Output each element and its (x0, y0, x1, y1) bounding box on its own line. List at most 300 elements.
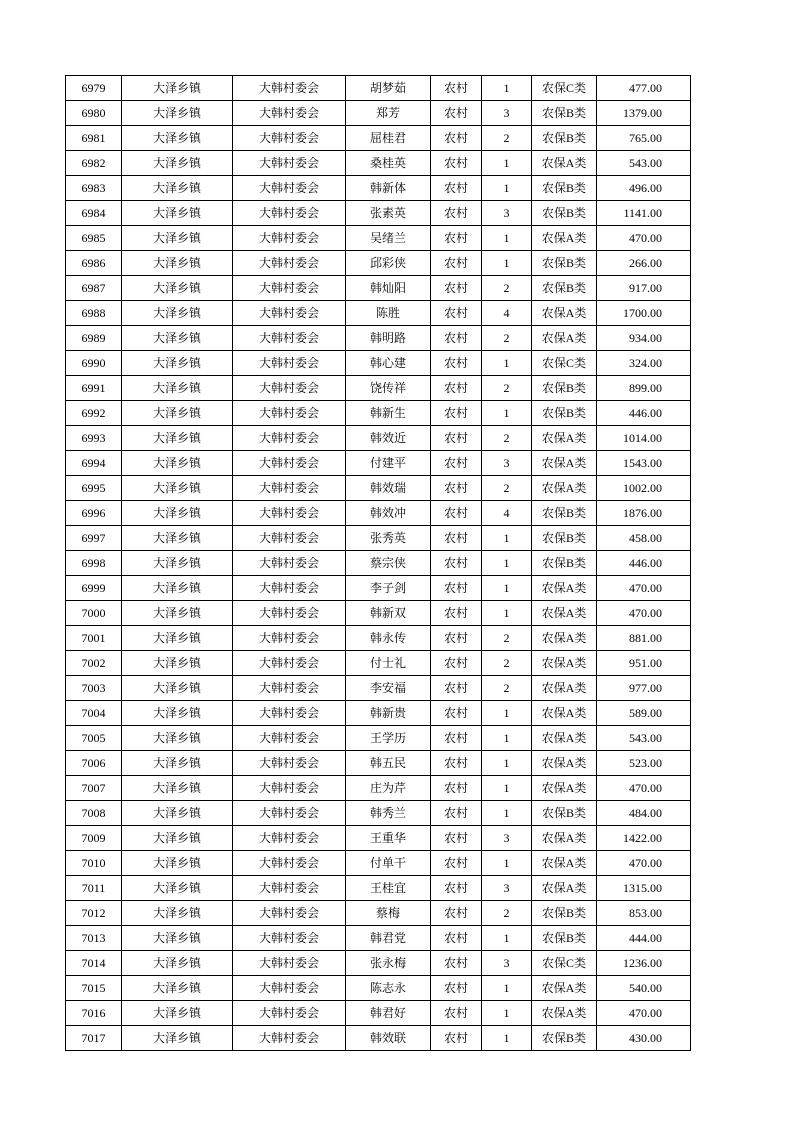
cell-town: 大泽乡镇 (122, 976, 233, 1001)
cell-category: 农保B类 (532, 926, 597, 951)
cell-village: 大韩村委会 (233, 226, 346, 251)
cell-village: 大韩村委会 (233, 801, 346, 826)
cell-name: 韩永传 (346, 626, 431, 651)
cell-type: 农村 (431, 676, 482, 701)
cell-category: 农保A类 (532, 676, 597, 701)
table-row (66, 826, 691, 851)
table-row (66, 576, 691, 601)
cell-name: 韩效近 (346, 426, 431, 451)
cell-type: 农村 (431, 876, 482, 901)
cell-town: 大泽乡镇 (122, 351, 233, 376)
cell-count: 2 (482, 676, 532, 701)
table-row (66, 126, 691, 151)
cell-type: 农村 (431, 1001, 482, 1026)
table-row (66, 776, 691, 801)
cell-name: 韩效联 (346, 1026, 431, 1051)
cell-name: 韩五民 (346, 751, 431, 776)
cell-category: 农保A类 (532, 826, 597, 851)
cell-type: 农村 (431, 401, 482, 426)
cell-village: 大韩村委会 (233, 201, 346, 226)
cell-id: 7004 (66, 701, 122, 726)
cell-count: 3 (482, 951, 532, 976)
cell-name: 蔡宗侠 (346, 551, 431, 576)
table-row (66, 726, 691, 751)
cell-name: 付单干 (346, 851, 431, 876)
cell-id: 7013 (66, 926, 122, 951)
table-row (66, 751, 691, 776)
cell-amount: 523.00 (597, 751, 691, 776)
cell-name: 蔡梅 (346, 901, 431, 926)
table-row (66, 251, 691, 276)
cell-village: 大韩村委会 (233, 951, 346, 976)
cell-id: 6981 (66, 126, 122, 151)
cell-village: 大韩村委会 (233, 776, 346, 801)
table-row (66, 501, 691, 526)
cell-id: 6987 (66, 276, 122, 301)
cell-village: 大韩村委会 (233, 476, 346, 501)
cell-category: 农保B类 (532, 801, 597, 826)
cell-category: 农保A类 (532, 226, 597, 251)
cell-town: 大泽乡镇 (122, 226, 233, 251)
table-row (66, 176, 691, 201)
cell-count: 1 (482, 1001, 532, 1026)
table-row (66, 376, 691, 401)
cell-town: 大泽乡镇 (122, 651, 233, 676)
cell-town: 大泽乡镇 (122, 176, 233, 201)
cell-town: 大泽乡镇 (122, 1001, 233, 1026)
cell-category: 农保B类 (532, 526, 597, 551)
cell-id: 6989 (66, 326, 122, 351)
cell-category: 农保B类 (532, 201, 597, 226)
cell-amount: 430.00 (597, 1026, 691, 1051)
cell-name: 韩新生 (346, 401, 431, 426)
cell-type: 农村 (431, 201, 482, 226)
cell-category: 农保A类 (532, 451, 597, 476)
cell-type: 农村 (431, 276, 482, 301)
cell-type: 农村 (431, 601, 482, 626)
cell-type: 农村 (431, 626, 482, 651)
cell-town: 大泽乡镇 (122, 876, 233, 901)
cell-type: 农村 (431, 976, 482, 1001)
cell-town: 大泽乡镇 (122, 726, 233, 751)
cell-count: 4 (482, 501, 532, 526)
cell-id: 6997 (66, 526, 122, 551)
cell-count: 1 (482, 251, 532, 276)
cell-count: 1 (482, 776, 532, 801)
cell-name: 饶传祥 (346, 376, 431, 401)
cell-amount: 266.00 (597, 251, 691, 276)
cell-village: 大韩村委会 (233, 151, 346, 176)
cell-count: 2 (482, 376, 532, 401)
cell-id: 6996 (66, 501, 122, 526)
cell-village: 大韩村委会 (233, 926, 346, 951)
cell-id: 7001 (66, 626, 122, 651)
cell-amount: 470.00 (597, 576, 691, 601)
cell-town: 大泽乡镇 (122, 926, 233, 951)
cell-town: 大泽乡镇 (122, 801, 233, 826)
cell-name: 韩新体 (346, 176, 431, 201)
cell-town: 大泽乡镇 (122, 851, 233, 876)
cell-category: 农保B类 (532, 126, 597, 151)
cell-village: 大韩村委会 (233, 751, 346, 776)
table-row (66, 476, 691, 501)
cell-town: 大泽乡镇 (122, 401, 233, 426)
table-row (66, 901, 691, 926)
table-row (66, 601, 691, 626)
cell-id: 6990 (66, 351, 122, 376)
cell-name: 陈胜 (346, 301, 431, 326)
cell-type: 农村 (431, 726, 482, 751)
cell-amount: 470.00 (597, 226, 691, 251)
cell-village: 大韩村委会 (233, 1026, 346, 1051)
cell-count: 1 (482, 726, 532, 751)
cell-category: 农保A类 (532, 851, 597, 876)
cell-id: 7005 (66, 726, 122, 751)
cell-village: 大韩村委会 (233, 551, 346, 576)
cell-type: 农村 (431, 376, 482, 401)
cell-count: 1 (482, 851, 532, 876)
cell-id: 7015 (66, 976, 122, 1001)
cell-amount: 446.00 (597, 401, 691, 426)
cell-village: 大韩村委会 (233, 401, 346, 426)
table-row (66, 1001, 691, 1026)
cell-category: 农保A类 (532, 651, 597, 676)
cell-id: 7014 (66, 951, 122, 976)
cell-amount: 446.00 (597, 551, 691, 576)
cell-id: 7011 (66, 876, 122, 901)
cell-type: 农村 (431, 501, 482, 526)
cell-type: 农村 (431, 151, 482, 176)
cell-village: 大韩村委会 (233, 976, 346, 1001)
cell-category: 农保B类 (532, 176, 597, 201)
cell-type: 农村 (431, 526, 482, 551)
cell-amount: 470.00 (597, 851, 691, 876)
cell-id: 6998 (66, 551, 122, 576)
cell-village: 大韩村委会 (233, 351, 346, 376)
table-row (66, 76, 691, 101)
cell-town: 大泽乡镇 (122, 501, 233, 526)
cell-village: 大韩村委会 (233, 76, 346, 101)
cell-category: 农保A类 (532, 626, 597, 651)
cell-name: 韩明路 (346, 326, 431, 351)
table-row (66, 651, 691, 676)
cell-amount: 458.00 (597, 526, 691, 551)
cell-village: 大韩村委会 (233, 626, 346, 651)
cell-count: 3 (482, 451, 532, 476)
cell-category: 农保B类 (532, 501, 597, 526)
cell-id: 6982 (66, 151, 122, 176)
cell-amount: 765.00 (597, 126, 691, 151)
cell-village: 大韩村委会 (233, 526, 346, 551)
cell-category: 农保C类 (532, 951, 597, 976)
cell-name: 桑桂英 (346, 151, 431, 176)
table-row (66, 851, 691, 876)
cell-name: 王桂宜 (346, 876, 431, 901)
cell-town: 大泽乡镇 (122, 776, 233, 801)
cell-type: 农村 (431, 426, 482, 451)
cell-village: 大韩村委会 (233, 376, 346, 401)
cell-id: 7008 (66, 801, 122, 826)
table-body (66, 76, 691, 1051)
cell-category: 农保A类 (532, 576, 597, 601)
cell-name: 韩效冲 (346, 501, 431, 526)
cell-town: 大泽乡镇 (122, 251, 233, 276)
cell-name: 吴绪兰 (346, 226, 431, 251)
cell-amount: 1236.00 (597, 951, 691, 976)
cell-count: 1 (482, 226, 532, 251)
cell-count: 3 (482, 201, 532, 226)
cell-name: 李子剑 (346, 576, 431, 601)
cell-name: 胡梦茹 (346, 76, 431, 101)
cell-name: 王学历 (346, 726, 431, 751)
cell-count: 2 (482, 476, 532, 501)
cell-count: 2 (482, 626, 532, 651)
cell-town: 大泽乡镇 (122, 551, 233, 576)
cell-id: 6985 (66, 226, 122, 251)
cell-amount: 543.00 (597, 151, 691, 176)
cell-amount: 1141.00 (597, 201, 691, 226)
cell-id: 6986 (66, 251, 122, 276)
table-row (66, 526, 691, 551)
cell-name: 韩灿阳 (346, 276, 431, 301)
cell-name: 张秀英 (346, 526, 431, 551)
cell-id: 7007 (66, 776, 122, 801)
cell-count: 1 (482, 751, 532, 776)
cell-category: 农保B类 (532, 401, 597, 426)
cell-town: 大泽乡镇 (122, 301, 233, 326)
cell-amount: 1002.00 (597, 476, 691, 501)
cell-amount: 470.00 (597, 601, 691, 626)
cell-village: 大韩村委会 (233, 426, 346, 451)
cell-village: 大韩村委会 (233, 326, 346, 351)
table-row (66, 451, 691, 476)
beneficiary-table (65, 75, 691, 1051)
cell-type: 农村 (431, 801, 482, 826)
cell-type: 农村 (431, 651, 482, 676)
cell-name: 韩秀兰 (346, 801, 431, 826)
cell-id: 7017 (66, 1026, 122, 1051)
cell-type: 农村 (431, 251, 482, 276)
cell-id: 6980 (66, 101, 122, 126)
cell-type: 农村 (431, 551, 482, 576)
cell-category: 农保A类 (532, 601, 597, 626)
cell-category: 农保B类 (532, 901, 597, 926)
cell-type: 农村 (431, 176, 482, 201)
cell-type: 农村 (431, 351, 482, 376)
cell-count: 1 (482, 576, 532, 601)
cell-town: 大泽乡镇 (122, 901, 233, 926)
cell-amount: 470.00 (597, 776, 691, 801)
table-row (66, 426, 691, 451)
cell-name: 韩新双 (346, 601, 431, 626)
cell-name: 陈志永 (346, 976, 431, 1001)
table-row (66, 401, 691, 426)
cell-name: 韩心建 (346, 351, 431, 376)
cell-count: 2 (482, 651, 532, 676)
cell-amount: 917.00 (597, 276, 691, 301)
cell-category: 农保A类 (532, 301, 597, 326)
cell-type: 农村 (431, 751, 482, 776)
cell-amount: 470.00 (597, 1001, 691, 1026)
cell-village: 大韩村委会 (233, 601, 346, 626)
cell-type: 农村 (431, 451, 482, 476)
cell-name: 张素英 (346, 201, 431, 226)
table-row (66, 926, 691, 951)
cell-type: 农村 (431, 226, 482, 251)
cell-count: 3 (482, 826, 532, 851)
cell-amount: 543.00 (597, 726, 691, 751)
cell-village: 大韩村委会 (233, 651, 346, 676)
cell-id: 7000 (66, 601, 122, 626)
table-row (66, 801, 691, 826)
cell-category: 农保B类 (532, 251, 597, 276)
cell-name: 付士礼 (346, 651, 431, 676)
table-row (66, 1026, 691, 1051)
cell-count: 2 (482, 326, 532, 351)
cell-town: 大泽乡镇 (122, 151, 233, 176)
cell-village: 大韩村委会 (233, 176, 346, 201)
cell-id: 7010 (66, 851, 122, 876)
cell-town: 大泽乡镇 (122, 526, 233, 551)
cell-category: 农保B类 (532, 551, 597, 576)
cell-amount: 853.00 (597, 901, 691, 926)
cell-type: 农村 (431, 76, 482, 101)
cell-amount: 899.00 (597, 376, 691, 401)
cell-village: 大韩村委会 (233, 1001, 346, 1026)
table-row (66, 701, 691, 726)
table-row (66, 276, 691, 301)
cell-type: 农村 (431, 776, 482, 801)
cell-id: 7009 (66, 826, 122, 851)
cell-type: 农村 (431, 826, 482, 851)
table-row (66, 326, 691, 351)
cell-type: 农村 (431, 326, 482, 351)
cell-village: 大韩村委会 (233, 451, 346, 476)
cell-amount: 1543.00 (597, 451, 691, 476)
cell-category: 农保A类 (532, 476, 597, 501)
cell-town: 大泽乡镇 (122, 826, 233, 851)
cell-id: 6988 (66, 301, 122, 326)
cell-town: 大泽乡镇 (122, 626, 233, 651)
cell-village: 大韩村委会 (233, 826, 346, 851)
cell-town: 大泽乡镇 (122, 751, 233, 776)
cell-town: 大泽乡镇 (122, 476, 233, 501)
cell-name: 郑芳 (346, 101, 431, 126)
cell-count: 2 (482, 901, 532, 926)
cell-id: 7003 (66, 676, 122, 701)
cell-count: 1 (482, 76, 532, 101)
cell-id: 6979 (66, 76, 122, 101)
cell-town: 大泽乡镇 (122, 426, 233, 451)
cell-type: 农村 (431, 851, 482, 876)
cell-category: 农保A类 (532, 876, 597, 901)
cell-village: 大韩村委会 (233, 251, 346, 276)
cell-type: 农村 (431, 901, 482, 926)
table-row (66, 551, 691, 576)
cell-count: 1 (482, 551, 532, 576)
cell-amount: 1876.00 (597, 501, 691, 526)
cell-amount: 1700.00 (597, 301, 691, 326)
table-row (66, 201, 691, 226)
cell-name: 韩君好 (346, 1001, 431, 1026)
cell-category: 农保B类 (532, 376, 597, 401)
cell-name: 韩君党 (346, 926, 431, 951)
cell-count: 4 (482, 301, 532, 326)
cell-category: 农保A类 (532, 776, 597, 801)
cell-count: 2 (482, 126, 532, 151)
cell-town: 大泽乡镇 (122, 951, 233, 976)
cell-id: 6991 (66, 376, 122, 401)
cell-town: 大泽乡镇 (122, 576, 233, 601)
cell-category: 农保A类 (532, 326, 597, 351)
cell-id: 6995 (66, 476, 122, 501)
cell-type: 农村 (431, 476, 482, 501)
cell-type: 农村 (431, 926, 482, 951)
cell-type: 农村 (431, 126, 482, 151)
table-row (66, 676, 691, 701)
cell-type: 农村 (431, 301, 482, 326)
cell-name: 韩新贵 (346, 701, 431, 726)
cell-village: 大韩村委会 (233, 901, 346, 926)
cell-town: 大泽乡镇 (122, 451, 233, 476)
cell-amount: 934.00 (597, 326, 691, 351)
cell-village: 大韩村委会 (233, 701, 346, 726)
cell-amount: 977.00 (597, 676, 691, 701)
cell-amount: 540.00 (597, 976, 691, 1001)
cell-name: 邱彩侠 (346, 251, 431, 276)
cell-amount: 444.00 (597, 926, 691, 951)
cell-village: 大韩村委会 (233, 126, 346, 151)
cell-name: 张永梅 (346, 951, 431, 976)
cell-category: 农保B类 (532, 1026, 597, 1051)
cell-name: 付建平 (346, 451, 431, 476)
cell-town: 大泽乡镇 (122, 276, 233, 301)
cell-town: 大泽乡镇 (122, 76, 233, 101)
cell-type: 农村 (431, 1026, 482, 1051)
cell-name: 韩效瑞 (346, 476, 431, 501)
cell-count: 1 (482, 526, 532, 551)
cell-category: 农保A类 (532, 726, 597, 751)
cell-id: 6983 (66, 176, 122, 201)
cell-town: 大泽乡镇 (122, 376, 233, 401)
cell-id: 7002 (66, 651, 122, 676)
cell-category: 农保B类 (532, 101, 597, 126)
cell-amount: 324.00 (597, 351, 691, 376)
cell-id: 6994 (66, 451, 122, 476)
cell-category: 农保A类 (532, 1001, 597, 1026)
cell-name: 屈桂君 (346, 126, 431, 151)
table-row (66, 626, 691, 651)
cell-category: 农保A类 (532, 151, 597, 176)
cell-town: 大泽乡镇 (122, 1026, 233, 1051)
cell-id: 6984 (66, 201, 122, 226)
cell-count: 1 (482, 401, 532, 426)
cell-count: 1 (482, 701, 532, 726)
cell-id: 6993 (66, 426, 122, 451)
cell-count: 1 (482, 151, 532, 176)
cell-town: 大泽乡镇 (122, 701, 233, 726)
cell-amount: 1014.00 (597, 426, 691, 451)
table-row (66, 301, 691, 326)
cell-name: 庄为芹 (346, 776, 431, 801)
cell-amount: 1315.00 (597, 876, 691, 901)
cell-village: 大韩村委会 (233, 101, 346, 126)
cell-id: 7016 (66, 1001, 122, 1026)
cell-amount: 496.00 (597, 176, 691, 201)
cell-type: 农村 (431, 576, 482, 601)
cell-type: 农村 (431, 101, 482, 126)
cell-category: 农保A类 (532, 751, 597, 776)
